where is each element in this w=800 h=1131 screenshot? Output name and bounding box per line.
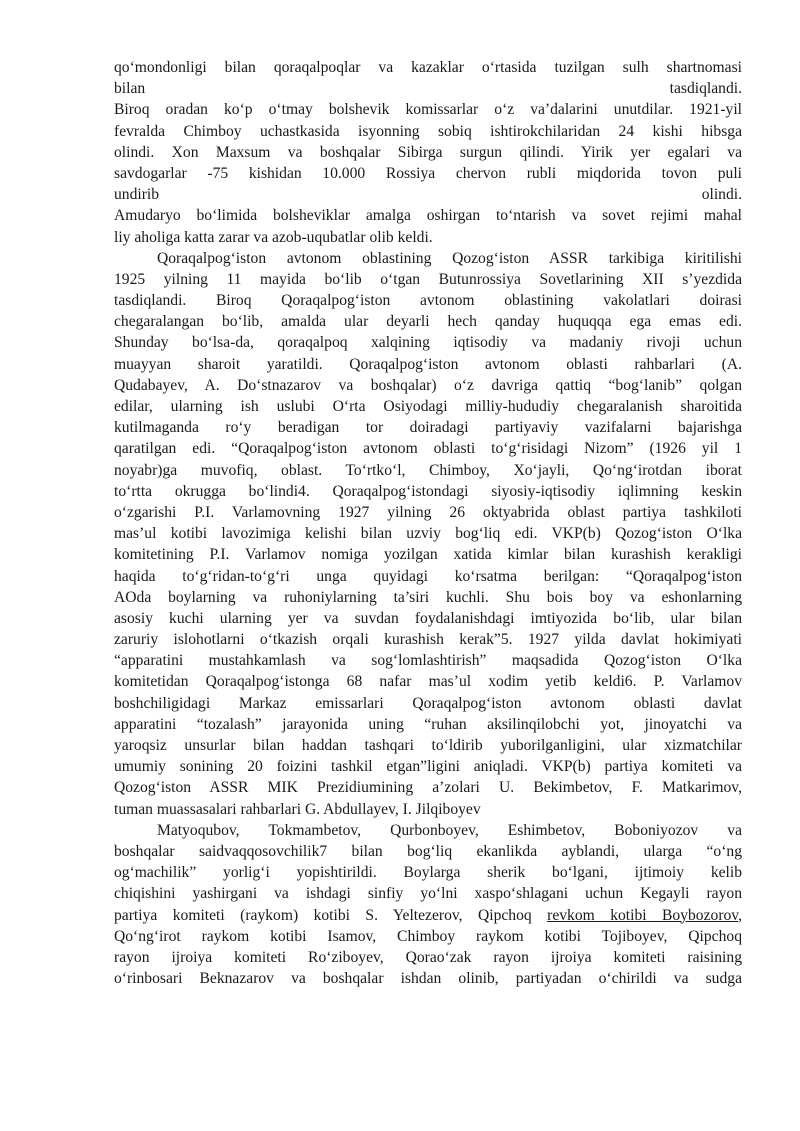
- text-line: o‘zgarishi P.I. Varlamovning 1927 yilning 26 oktyabrida oblast partiya tashkiloti: [114, 503, 742, 521]
- text-line: Amudaryo bo‘limida bolsheviklar amalga oshirgan to‘ntarish va sovet rejimi mahal: [114, 207, 742, 225]
- text-line: komitetidan Qoraqalpog‘istonga 68 nafar mas’ul xodim yetib keldi6. P. Varlamov: [114, 673, 742, 691]
- text-line: Qozog‘iston ASSR MIK Prezidiumining a’zolari U. Bekimbetov, F. Matkarimov,: [114, 779, 742, 797]
- text-line: edilar, ularning ish uslubi O‘rta Osiyodagi milliy-hududiy chegaralanish sharoitida: [114, 398, 742, 415]
- text-line: Qoraqalpog‘iston avtonom oblastining Qozog‘iston ASSR tarkibiga kiritilishi: [157, 249, 742, 267]
- text-line: mas’ul kotibi lavozimiga kelishi bilan uzviy bog‘liq edi. VKP(b) Qozog‘iston O‘lka: [114, 525, 742, 543]
- text-line: undirib olindi.: [114, 186, 742, 204]
- text-line: kutilmaganda ro‘y beradigan tor doiradagi partiyaviy vazifalarni bajarishga: [114, 419, 742, 437]
- text-line: partiya komiteti (raykom) kotibi S. Yeltezerov, Qipchoq revkom kotibi Boybozorov,: [114, 906, 742, 924]
- text-line: umumiy sonining 20 foizini tashkil etgan”ligini aniqladi. VKP(b) partiya komiteti va: [114, 758, 742, 776]
- text-line: Shunday bo‘lsa-da, qoraqalpoq xalqining iqtisodiy va madaniy rivoji uchun: [114, 334, 742, 352]
- text-line: komitetining P.I. Varlamov nomiga yozilgan xatida kimlar bilan kurashish kerakligi: [114, 546, 742, 564]
- text-line: noyabr)ga muvofiq, oblast. To‘rtko‘l, Chimboy, Xo‘jayli, Qo‘ng‘irotdan iborat: [114, 461, 742, 479]
- text-line: boshchiligidagi Markaz emissarlari Qoraqalpog‘iston avtonom oblasti davlat: [114, 694, 742, 712]
- text-line: 1925 yilning 11 mayida bo‘lib o‘tgan Butunrossiya Sovetlarining XII s’yezdida: [114, 270, 742, 288]
- text-line: haqida to‘g‘ridan-to‘g‘ri unga quyidagi ko‘rsatma berilgan: “Qoraqalpog‘iston: [114, 567, 742, 585]
- text-line: AOda boylarning va ruhoniylarning ta’siri kuchli. Shu bois boy va eshonlarning: [114, 588, 742, 606]
- document-page: [114, 57, 742, 989]
- text-line: bilan tasdiqlandi.: [114, 80, 742, 98]
- underlined-text: revkom kotibi Boybozorov: [547, 906, 739, 924]
- text-line: Qo‘ng‘irot raykom kotibi Isamov, Chimboy raykom kotibi Tojiboyev, Qipchoq: [114, 927, 742, 945]
- text-line: olindi. Xon Maxsum va boshqalar Sibirga surgun qilindi. Yirik yer egalari va: [114, 143, 742, 161]
- text-line: boshqalar saidvaqqosovchilik7 bilan bog‘liq ekanlikda ayblandi, ularga “o‘ng: [114, 842, 742, 860]
- text-line: asosiy kuchi ularning yer va suvdan foydalanishdagi imtiyozida bo‘lib, ular bilan: [114, 609, 742, 627]
- text-line: to‘rtta okrugga bo‘lindi4. Qoraqalpog‘istondagi siyosiy-iqtisodiy iqlimning keskin: [114, 482, 742, 500]
- text-line: rayon ijroiya komiteti Ro‘ziboyev, Qorao‘zak rayon ijroiya komiteti raisining: [114, 948, 742, 966]
- text-line: chiqishini yashirgani va ishdagi sinfiy yo‘lni xaspo‘shlagani uchun Kegayli rayon: [114, 885, 742, 903]
- text-line: apparatini “tozalash” jarayonida uning “ruhan aksilinqilobchi yot, jinoyatchi va: [114, 715, 742, 733]
- text-line: “apparatini mustahkamlash va sog‘lomlashtirish” maqsadida Qozog‘iston O‘lka: [114, 652, 742, 670]
- text-line: o‘rinbosari Beknazarov va boshqalar ishdan olinib, partiyadan o‘chirildi va sudga: [114, 970, 742, 988]
- text-line: liy aholiga katta zarar va azob-uqubatlar olib keldi.: [114, 228, 433, 246]
- text-line: qaratilgan edi. “Qoraqalpog‘iston avtonom oblasti to‘g‘risidagi Nizom” (1926 yil 1: [114, 440, 742, 458]
- text-line: yaroqsiz unsurlar bilan haddan tashqari to‘ldirib yuborilganligini, ular xizmatchilar: [114, 737, 742, 754]
- text-line: muayyan sharoit yaratildi. Qoraqalpog‘iston avtonom oblasti rahbarlari (A.: [114, 355, 742, 373]
- text-line: tasdiqlandi. Biroq Qoraqalpog‘iston avtonom oblastining vakolatlari doirasi: [114, 292, 742, 310]
- text-line: chegaralangan bo‘lib, amalda ular deyarli hech qanday huquqqa ega emas edi.: [114, 313, 742, 331]
- text-line: Qudabayev, A. Do‘stnazarov va boshqalar) o‘z davriga qattiq “bog‘lanib” qolgan: [114, 376, 742, 394]
- text-line: savdogarlar -75 kishidan 10.000 Rossiya chervon rubli miqdorida tovon puli: [114, 164, 742, 182]
- text-line: fevralda Chimboy uchastkasida isyonning sobiq ishtirokchilaridan 24 kishi hibsga: [114, 122, 742, 140]
- text-line: qo‘mondonligi bilan qoraqalpoqlar va kazaklar o‘rtasida tuzilgan sulh shartnomasi: [114, 59, 742, 76]
- text-line: Biroq oradan ko‘p o‘tmay bolshevik komissarlar o‘z va’dalarini unutdilar. 1921-yil: [114, 101, 742, 119]
- text-line: og‘machilik” yorlig‘i yopishtirildi. Boylarga sherik bo‘lgani, ijtimoiy kelib: [114, 864, 742, 882]
- text-line: tuman muassasalari rahbarlari G. Abdullayev, I. Jilqiboyev: [114, 800, 481, 818]
- text-line: Matyoqubov, Tokmambetov, Qurbonboyev, Eshimbetov, Boboniyozov va: [157, 821, 742, 839]
- text-line: zaruriy islohotlarni o‘tkazish orqali kurashish kerak”5. 1927 yilda davlat hokimiyati: [114, 631, 742, 649]
